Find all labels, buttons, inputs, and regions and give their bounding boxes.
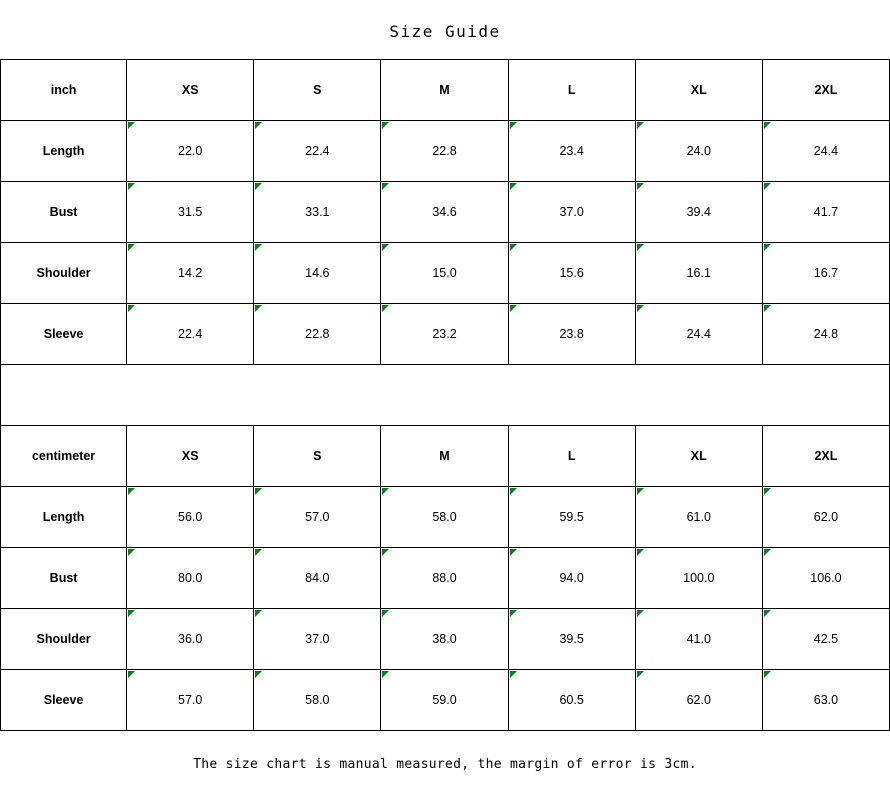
measurement-note: The size chart is manual measured, the margin of error is 3cm.	[193, 757, 697, 772]
cell-inch-bust-l: 37.0	[508, 182, 635, 243]
table-row	[1, 182, 890, 243]
row-label-bust: Bust	[1, 182, 127, 243]
table-header-row	[1, 60, 890, 121]
table-separator	[0, 365, 890, 425]
cell-cm-bust-m: 88.0	[381, 548, 508, 609]
unit-label-centimeter: centimeter	[1, 426, 127, 487]
cell-inch-bust-m: 34.6	[381, 182, 508, 243]
cell-inch-length-2xl: 24.4	[762, 121, 889, 182]
cell-inch-length-s: 22.4	[254, 121, 381, 182]
size-header-xl: XL	[635, 60, 762, 121]
cell-inch-bust-2xl: 41.7	[762, 182, 889, 243]
cell-cm-length-m: 58.0	[381, 487, 508, 548]
cell-cm-shoulder-s: 37.0	[254, 609, 381, 670]
cell-cm-sleeve-2xl: 63.0	[762, 670, 889, 731]
cell-cm-shoulder-2xl: 42.5	[762, 609, 889, 670]
cell-cm-shoulder-xl: 41.0	[635, 609, 762, 670]
size-header-cm-2xl: 2XL	[762, 426, 889, 487]
size-header-cm-s: S	[254, 426, 381, 487]
size-header-2xl: 2XL	[762, 60, 889, 121]
row-label-cm-bust: Bust	[1, 548, 127, 609]
cell-cm-bust-2xl: 106.0	[762, 548, 889, 609]
cell-cm-length-2xl: 62.0	[762, 487, 889, 548]
cell-inch-length-xl: 24.0	[635, 121, 762, 182]
cell-cm-sleeve-xs: 57.0	[127, 670, 254, 731]
table-row	[1, 670, 890, 731]
page-title: Size Guide	[389, 22, 501, 41]
unit-label-inch: inch	[1, 60, 127, 121]
size-header-m: M	[381, 60, 508, 121]
cell-inch-length-m: 22.8	[381, 121, 508, 182]
row-label-shoulder: Shoulder	[1, 243, 127, 304]
cell-inch-sleeve-l: 23.8	[508, 304, 635, 365]
cell-cm-sleeve-s: 58.0	[254, 670, 381, 731]
size-header-l: L	[508, 60, 635, 121]
row-label-cm-length: Length	[1, 487, 127, 548]
table-row	[1, 243, 890, 304]
size-table-centimeter	[0, 425, 890, 731]
size-header-xs: XS	[127, 60, 254, 121]
cell-inch-shoulder-xs: 14.2	[127, 243, 254, 304]
cell-inch-sleeve-2xl: 24.8	[762, 304, 889, 365]
cell-inch-bust-xs: 31.5	[127, 182, 254, 243]
size-header-cm-l: L	[508, 426, 635, 487]
size-header-cm-m: M	[381, 426, 508, 487]
cell-cm-shoulder-m: 38.0	[381, 609, 508, 670]
cell-inch-shoulder-2xl: 16.7	[762, 243, 889, 304]
cell-cm-shoulder-l: 39.5	[508, 609, 635, 670]
cell-inch-sleeve-s: 22.8	[254, 304, 381, 365]
cell-inch-sleeve-m: 23.2	[381, 304, 508, 365]
table-row	[1, 121, 890, 182]
cell-cm-length-xl: 61.0	[635, 487, 762, 548]
cell-cm-sleeve-m: 59.0	[381, 670, 508, 731]
cell-cm-bust-l: 94.0	[508, 548, 635, 609]
cell-cm-sleeve-xl: 62.0	[635, 670, 762, 731]
cell-inch-bust-xl: 39.4	[635, 182, 762, 243]
cell-inch-shoulder-xl: 16.1	[635, 243, 762, 304]
size-header-s: S	[254, 60, 381, 121]
cell-cm-shoulder-xs: 36.0	[127, 609, 254, 670]
row-label-sleeve: Sleeve	[1, 304, 127, 365]
row-label-length: Length	[1, 121, 127, 182]
table-header-row	[1, 426, 890, 487]
cell-inch-length-xs: 22.0	[127, 121, 254, 182]
cell-inch-shoulder-s: 14.6	[254, 243, 381, 304]
table-row	[1, 548, 890, 609]
row-label-cm-shoulder: Shoulder	[1, 609, 127, 670]
table-row	[1, 304, 890, 365]
cell-inch-sleeve-xs: 22.4	[127, 304, 254, 365]
row-label-cm-sleeve: Sleeve	[1, 670, 127, 731]
cell-cm-bust-xs: 80.0	[127, 548, 254, 609]
cell-cm-bust-xl: 100.0	[635, 548, 762, 609]
cell-cm-length-s: 57.0	[254, 487, 381, 548]
cell-inch-shoulder-l: 15.6	[508, 243, 635, 304]
cell-inch-shoulder-m: 15.0	[381, 243, 508, 304]
size-table-inch	[0, 59, 890, 365]
size-header-cm-xl: XL	[635, 426, 762, 487]
size-header-cm-xs: XS	[127, 426, 254, 487]
cell-inch-bust-s: 33.1	[254, 182, 381, 243]
cell-cm-sleeve-l: 60.5	[508, 670, 635, 731]
cell-inch-sleeve-xl: 24.4	[635, 304, 762, 365]
cell-cm-length-l: 59.5	[508, 487, 635, 548]
cell-cm-bust-s: 84.0	[254, 548, 381, 609]
table-row	[1, 487, 890, 548]
cell-cm-length-xs: 56.0	[127, 487, 254, 548]
cell-inch-length-l: 23.4	[508, 121, 635, 182]
table-row	[1, 609, 890, 670]
